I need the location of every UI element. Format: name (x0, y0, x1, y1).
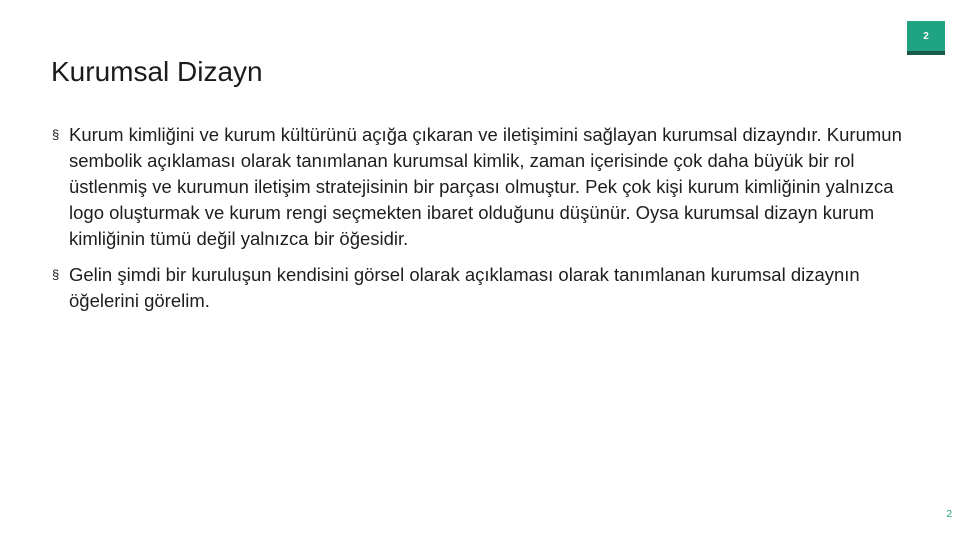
bullet-item (52, 122, 932, 252)
bullet-text: Gelin şimdi bir kuruluşun kendisini görsel olarak açıklaması olarak tanımlanan kurumsal dizaynın öğelerini görelim. (69, 264, 860, 311)
bullet-marker-icon: § (52, 127, 60, 142)
page-number: 2 (946, 509, 952, 520)
slide-number-badge: 2 (907, 21, 945, 55)
bullet-marker-icon: § (52, 267, 60, 282)
slide-title: Kurumsal Dizayn (51, 56, 263, 87)
bullet-item (52, 262, 932, 314)
bullet-list (52, 122, 932, 324)
bullet-text: Kurum kimliğini ve kurum kültürünü açığa çıkaran ve iletişimini sağlayan kurumsal dizayndır. Kurumun sembolik açıklaması olarak tanımlanan kurumsal kimlik, zaman içerisinde çok daha büyük bir rol üstlenmiş ve kurumun iletişim stratejisinin bir parçası olmuştur. Pek çok kişi kurum kimliğinin yalnızca logo oluşturmak ve kurum rengi seçmekten ibaret olduğunu düşünür. Oysa kurumsal dizayn kurum kimliğinin tümü değil yalnızca bir öğesidir. (69, 124, 902, 249)
